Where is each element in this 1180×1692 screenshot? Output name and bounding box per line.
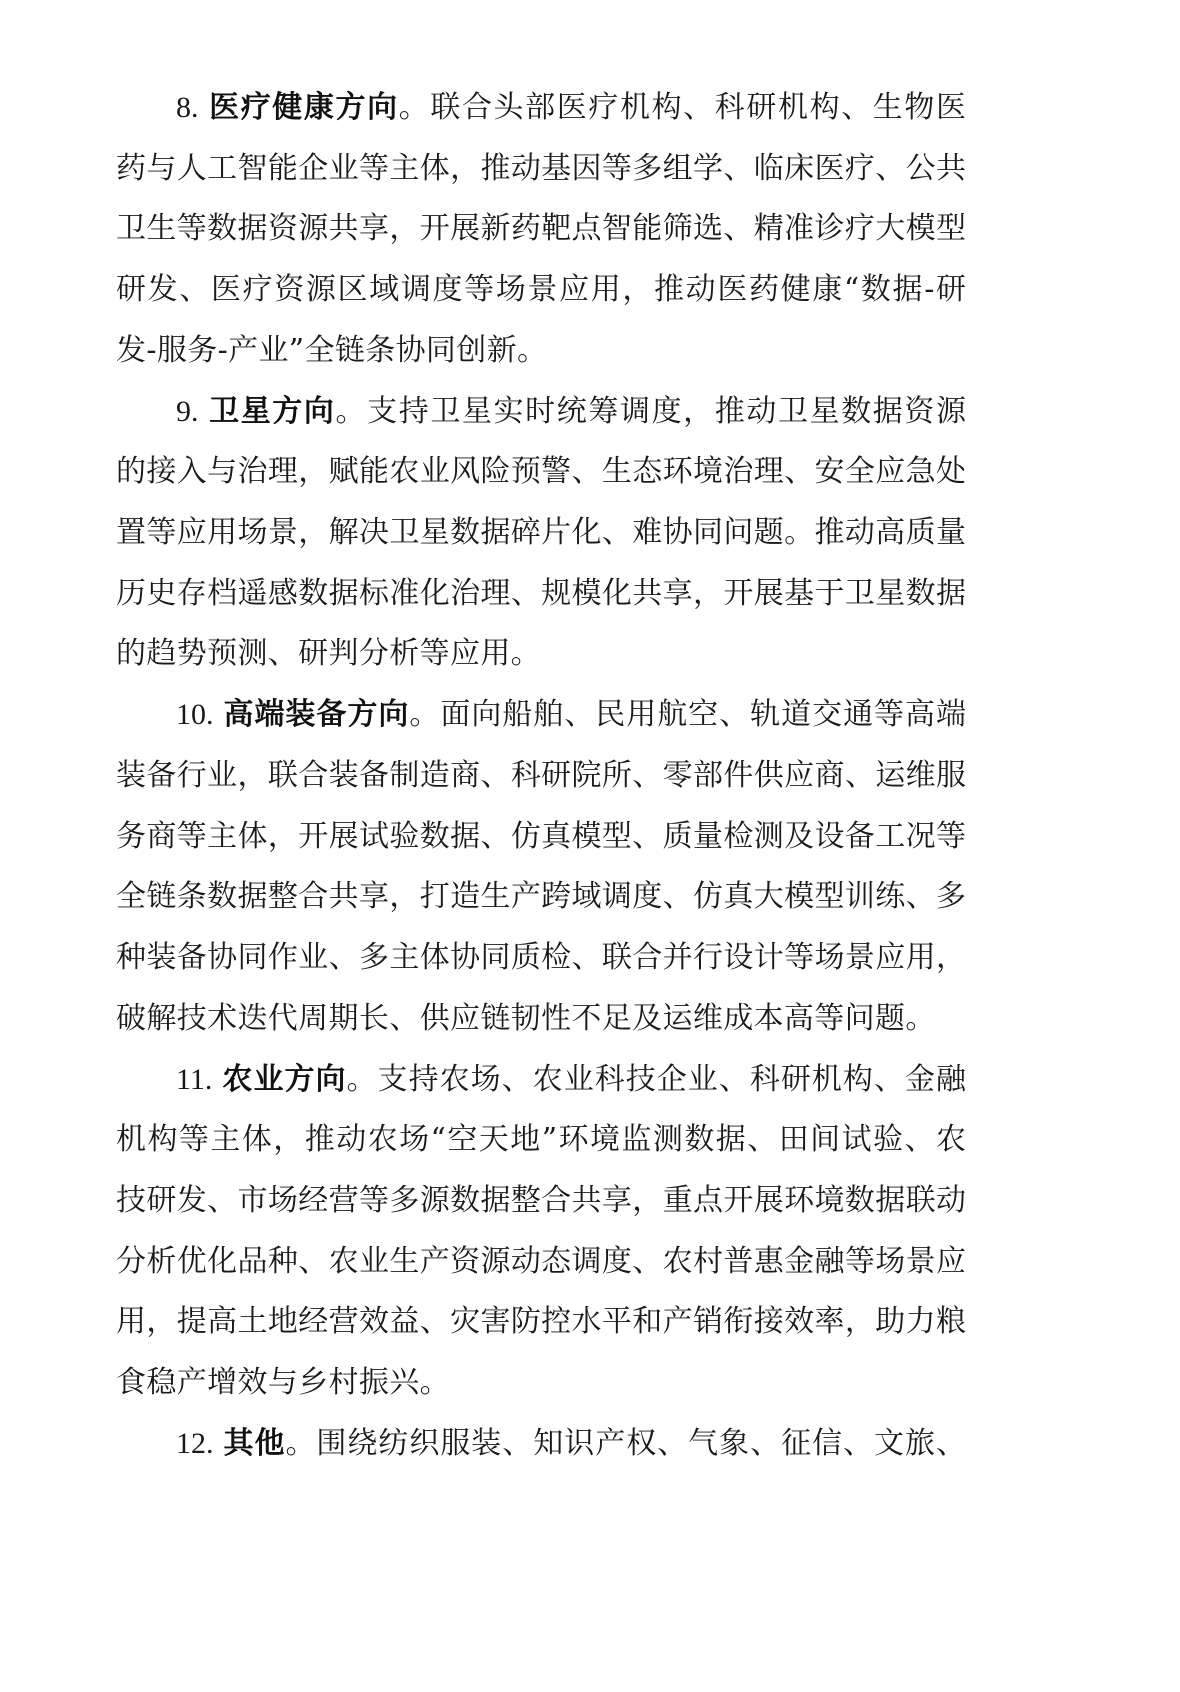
item-number: 9. — [176, 394, 199, 428]
paragraph-line: 装备行业，联合装备制造商、科研院所、零部件供应商、运维服 — [116, 757, 966, 793]
item-text: 。支持卫星实时统筹调度，推动卫星数据资源 — [335, 393, 966, 429]
item-text: 。联合头部医疗机构、科研机构、生物医 — [398, 90, 966, 125]
paragraph-line: 发-服务-产业”全链条协同创新。 — [116, 332, 548, 368]
paragraph-line: 卫生等数据资源共享，开展新药靶点智能筛选、精准诊疗大模型 — [116, 211, 966, 247]
paragraph-line: 全链条数据整合共享，打造生产跨域调度、仿真大模型训练、多 — [116, 879, 966, 915]
paragraph-11 — [116, 1050, 966, 1414]
item-heading: 农业方向 — [221, 1061, 347, 1097]
paragraph-first-line — [116, 1050, 966, 1111]
paragraph-line: 食稳产增效与乡村振兴。 — [116, 1365, 450, 1401]
paragraph-first-line — [116, 78, 966, 139]
paragraph-line: 分析优化品种、农业生产资源动态调度、农村普惠金融等场景应 — [116, 1243, 966, 1279]
item-heading: 卫星方向 — [207, 393, 336, 429]
item-number: 11. — [176, 1062, 213, 1096]
paragraph-8 — [116, 78, 966, 382]
paragraph-line: 用，提高土地经营效益、灾害防控水平和产销衔接效率，助力粮 — [116, 1304, 966, 1340]
paragraph-first-line — [116, 685, 966, 746]
paragraph-line: 种装备协同作业、多主体协同质检、联合并行设计等场景应用， — [116, 940, 966, 976]
paragraph-9 — [116, 382, 966, 686]
paragraph-first-line — [116, 1414, 966, 1475]
paragraph-10 — [116, 685, 966, 1049]
item-text: 。面向船舶、民用航空、轨道交通等高端 — [409, 697, 966, 733]
document-body — [116, 78, 966, 1475]
paragraph-line: 破解技术迭代周期长、供应链韧性不足及运维成本高等问题。 — [116, 1000, 936, 1036]
paragraph-line: 置等应用场景，解决卫星数据碎片化、难协同问题。推动高质量 — [116, 515, 966, 551]
paragraph-first-line — [116, 382, 966, 443]
item-number: 8. — [176, 91, 199, 124]
item-heading: 其他 — [222, 1425, 286, 1461]
paragraph-line: 务商等主体，开展试验数据、仿真模型、质量检测及设备工况等 — [116, 818, 966, 854]
paragraph-line: 历史存档遥感数据标准化治理、规模化共享，开展基于卫星数据 — [116, 575, 966, 611]
paragraph-line: 技研发、市场经营等多源数据整合共享，重点开展环境数据联动 — [116, 1182, 966, 1218]
paragraph-line: 药与人工智能企业等主体，推动基因等多组学、临床医疗、公共 — [116, 150, 966, 186]
paragraph-line: 的接入与治理，赋能农业风险预警、生态环境治理、安全应急处 — [116, 454, 966, 490]
paragraph-line: 的趋势预测、研判分析等应用。 — [116, 636, 542, 672]
item-heading: 高端装备方向 — [222, 697, 410, 733]
item-text: 。支持农场、农业科技企业、科研机构、金融 — [346, 1061, 966, 1097]
paragraph-line: 研发、医疗资源区域调度等场景应用，推动医药健康“数据-研 — [116, 272, 966, 308]
paragraph-line: 机构等主体，推动农场“空天地”环境监测数据、田间试验、农 — [116, 1122, 966, 1158]
item-heading: 医疗健康方向 — [207, 90, 399, 125]
item-number: 10. — [176, 698, 214, 732]
item-text: 。围绕纺织服装、知识产权、气象、征信、文旅、 — [285, 1425, 966, 1461]
paragraph-12 — [116, 1414, 966, 1475]
item-number: 12. — [176, 1426, 214, 1460]
